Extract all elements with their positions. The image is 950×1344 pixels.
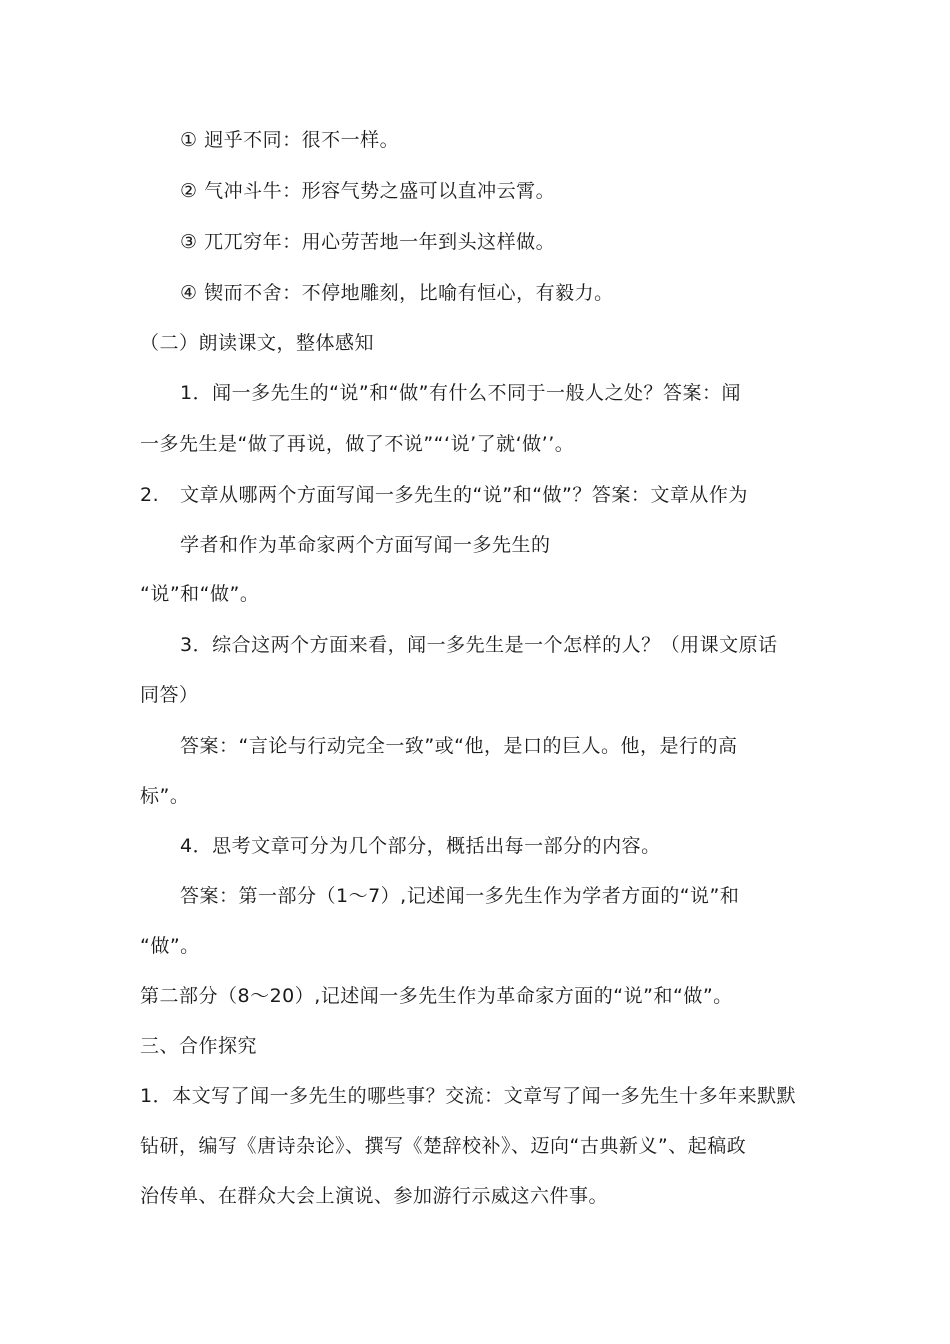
question-2-number: 2. [140,484,160,506]
cooperation-question-1: 1．本文写了闻一多先生的哪些事？交流：文章写了闻一多先生十多年来默默 [140,1085,797,1107]
question-2-continuation: 学者和作为革命家两个方面写闻一多先生的 [180,534,551,556]
question-1-text: 1．闻一多先生的“说”和“做”有什么不同于一般人之处？答案：闻 [180,382,741,404]
definition-1: ① 迥乎不同：很不一样。 [180,129,400,151]
answer-3-text: 答案：“言论与行动完全一致”或“他，是口的巨人。他，是行的高 [180,735,738,757]
section-heading-reading: （二）朗读课文，整体感知 [140,332,375,354]
definition-3: ③ 兀兀穷年：用心劳苦地一年到头这样做。 [180,231,556,253]
question-1-continuation: 一多先生是“做了再说，做了不说”“‘说’了就‘做’’。 [140,433,575,455]
question-3-continuation: 同答） [140,684,199,706]
question-3-text: 3．综合这两个方面来看，闻一多先生是一个怎样的人？（用课文原话 [180,634,778,656]
question-2-text: 文章从哪两个方面写闻一多先生的“说”和“做”？答案：文章从作为 [180,484,748,506]
question-4-text: 4．思考文章可分为几个部分，概括出每一部分的内容。 [180,835,661,857]
definition-4: ④ 锲而不舍：不停地雕刻，比喻有恒心，有毅力。 [180,282,614,304]
cooperation-answer-continuation: 钻研，编写《唐诗杂论》、撰写《楚辞校补》、迈向“古典新义”、起稿政 [140,1135,747,1157]
definition-2: ② 气冲斗牛：形容气势之盛可以直冲云霄。 [180,180,556,202]
cooperation-answer-end: 治传单、在群众大会上演说、参加游行示威这六件事。 [140,1185,609,1207]
question-2-end: “说”和“做”。 [140,583,260,605]
answer-3-continuation: 标”。 [140,785,190,807]
section-heading-cooperation: 三、合作探究 [140,1035,258,1057]
answer-4-part-1-end: “做”。 [140,935,200,957]
answer-4-part-2: 第二部分（8～20）,记述闻一多先生作为革命家方面的“说”和“做”。 [140,985,733,1007]
answer-4-part-1: 答案：第一部分（1～7）,记述闻一多先生作为学者方面的“说”和 [180,885,740,907]
